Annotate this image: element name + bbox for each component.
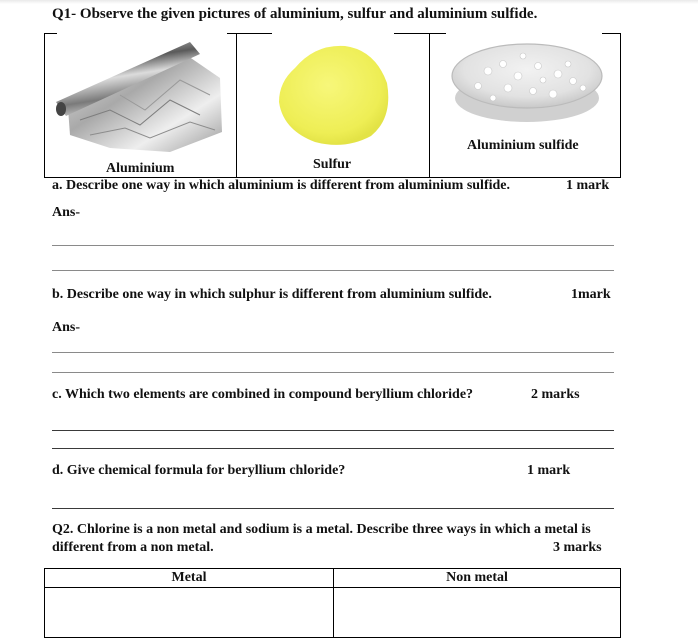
table-cell-metal[interactable]: [45, 588, 333, 637]
marks-a: 1 mark: [566, 178, 610, 193]
frame-top-segment: [394, 33, 446, 34]
caption-aluminium-sulfide: Aluminium sulfide: [467, 138, 579, 153]
answer-prefix-b: Ans-: [52, 320, 81, 335]
q2-marks: 3 marks: [553, 540, 602, 555]
question-d: d. Give chemical formula for beryllium chloride?: [52, 463, 346, 478]
marks-d: 1 mark: [527, 463, 571, 478]
sulfur-powder-image: [275, 38, 393, 148]
page-top-shadow: [0, 0, 698, 4]
frame-left-border: [44, 33, 45, 178]
answer-line-b1[interactable]: [52, 352, 614, 353]
frame-top-segment: [44, 33, 57, 34]
answer-line-a1[interactable]: [52, 245, 614, 246]
answer-line-a2[interactable]: [52, 270, 614, 271]
q1-title: Q1- Observe the given pictures of aluminium, sulfur and aluminium sulfide.: [52, 6, 538, 22]
marks-c: 2 marks: [531, 387, 580, 402]
aluminium-foil-image: [50, 40, 225, 158]
answer-line-b2[interactable]: [52, 372, 614, 373]
frame-top-segment: [602, 33, 621, 34]
frame-top-segment: [227, 33, 272, 34]
question-a: a. Describe one way in which aluminium is different from aluminium sulfide.: [52, 178, 511, 193]
caption-sulfur: Sulfur: [313, 157, 352, 172]
aluminium-sulfide-image: [448, 36, 606, 132]
metal-nonmetal-table: [44, 568, 621, 638]
answer-line-c1[interactable]: [52, 430, 614, 431]
question-b: b. Describe one way in which sulphur is different from aluminium sulfide.: [52, 287, 492, 302]
q2-text-line1: Q2. Chlorine is a non metal and sodium is a metal. Describe three ways in which a metal is: [52, 522, 591, 537]
frame-divider: [429, 33, 430, 178]
marks-b: 1mark: [571, 287, 611, 302]
caption-aluminium: Aluminium: [106, 161, 175, 176]
frame-divider: [236, 33, 237, 178]
frame-right-border: [620, 33, 621, 178]
question-c: c. Which two elements are combined in compound beryllium chloride?: [52, 387, 474, 402]
answer-prefix-a: Ans-: [52, 205, 81, 220]
answer-line-c2[interactable]: [52, 448, 614, 449]
table-cell-non-metal[interactable]: [334, 588, 620, 637]
q2-text-line2: different from a non metal.: [52, 540, 214, 555]
table-header-metal: Metal: [171, 570, 207, 585]
table-header-non-metal: Non metal: [446, 570, 508, 585]
answer-line-d1[interactable]: [52, 508, 614, 509]
